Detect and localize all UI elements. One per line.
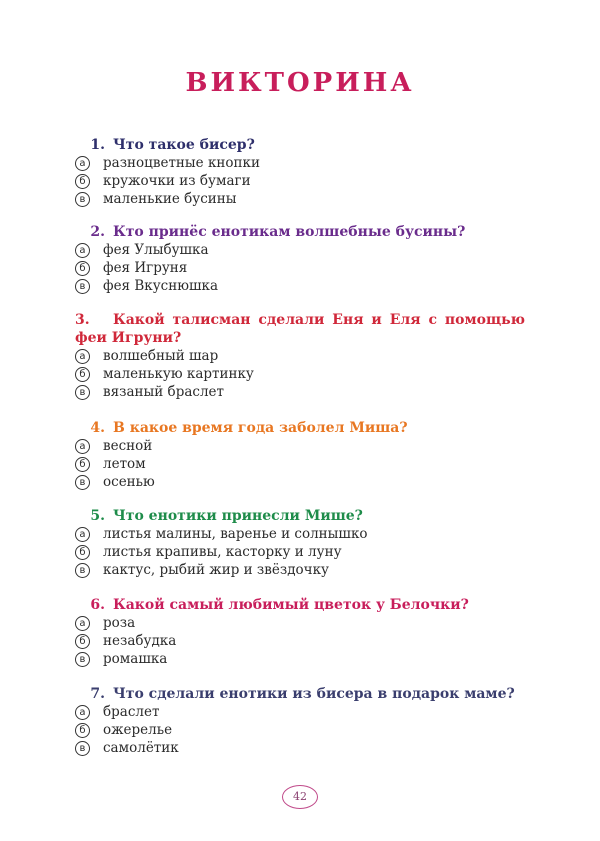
option-text: браслет <box>103 704 160 720</box>
option-letter-badge: в <box>75 279 90 294</box>
question-text <box>75 136 525 154</box>
option-text: маленькие бусины <box>103 191 237 207</box>
option-text: листья крапивы, касторку и луну <box>103 544 342 560</box>
question-number: 3. <box>75 312 90 328</box>
option-letter-badge: а <box>75 527 90 542</box>
question-text <box>75 419 525 437</box>
answer-option[interactable] <box>75 172 525 190</box>
answer-option[interactable] <box>75 632 525 650</box>
answer-option[interactable] <box>75 365 525 383</box>
question-4 <box>75 419 525 491</box>
answer-option[interactable] <box>75 241 525 259</box>
answer-option[interactable] <box>75 543 525 561</box>
option-letter-badge: а <box>75 243 90 258</box>
answer-option[interactable] <box>75 259 525 277</box>
answer-option[interactable] <box>75 347 525 365</box>
option-text: листья малины, варенье и солнышко <box>103 526 368 542</box>
option-text: незабудка <box>103 633 177 649</box>
question-label: В какое время года заболел Миша? <box>113 420 408 436</box>
option-text: маленькую картинку <box>103 366 254 382</box>
answer-option[interactable] <box>75 154 525 172</box>
question-number: 2. <box>90 224 105 240</box>
option-letter-badge: в <box>75 741 90 756</box>
option-text: летом <box>103 456 146 472</box>
question-7 <box>75 685 525 757</box>
answer-option[interactable] <box>75 721 525 739</box>
answer-option[interactable] <box>75 561 525 579</box>
option-letter-badge: б <box>75 545 90 560</box>
answer-option[interactable] <box>75 703 525 721</box>
option-text: кружочки из бумаги <box>103 173 251 189</box>
option-letter-badge: а <box>75 616 90 631</box>
question-2 <box>75 223 525 295</box>
option-letter-badge: в <box>75 192 90 207</box>
option-text: осенью <box>103 474 155 490</box>
answer-option[interactable] <box>75 650 525 668</box>
question-6 <box>75 596 525 668</box>
question-label: Что такое бисер? <box>113 137 255 153</box>
option-text: самолётик <box>103 740 179 756</box>
option-text: фея Вкуснюшка <box>103 278 219 294</box>
question-number: 5. <box>90 508 105 524</box>
option-letter-badge: б <box>75 723 90 738</box>
option-text: кактус, рыбий жир и звёздочку <box>103 562 329 578</box>
question-number: 1. <box>90 137 105 153</box>
option-text: роза <box>103 615 136 631</box>
option-text: вязаный браслет <box>103 384 224 400</box>
option-letter-badge: б <box>75 367 90 382</box>
answer-option[interactable] <box>75 383 525 401</box>
option-text: весной <box>103 438 153 454</box>
option-letter-badge: б <box>75 634 90 649</box>
question-text <box>75 685 525 703</box>
option-letter-badge: а <box>75 156 90 171</box>
question-text <box>75 507 525 525</box>
option-letter-badge: в <box>75 563 90 578</box>
question-text <box>75 311 525 347</box>
option-letter-badge: в <box>75 652 90 667</box>
question-number: 4. <box>90 420 105 436</box>
question-number: 6. <box>90 597 105 613</box>
option-letter-badge: а <box>75 439 90 454</box>
question-5 <box>75 507 525 579</box>
question-3 <box>75 311 525 401</box>
question-text <box>75 596 525 614</box>
question-label: Что енотики принесли Мише? <box>113 508 363 524</box>
question-text <box>75 223 525 241</box>
option-text: разноцветные кнопки <box>103 155 260 171</box>
page-title: ВИКТОРИНА <box>185 68 415 98</box>
answer-option[interactable] <box>75 455 525 473</box>
option-text: волшебный шар <box>103 348 219 364</box>
option-letter-badge: б <box>75 174 90 189</box>
question-label: Кто принёс енотикам волшебные бусины? <box>113 224 466 240</box>
option-letter-badge: б <box>75 261 90 276</box>
answer-option[interactable] <box>75 739 525 757</box>
question-number: 7. <box>90 686 105 702</box>
page-number: 42 <box>282 785 318 809</box>
option-letter-badge: а <box>75 705 90 720</box>
answer-option[interactable] <box>75 473 525 491</box>
question-1 <box>75 136 525 208</box>
answer-option[interactable] <box>75 190 525 208</box>
answer-option[interactable] <box>75 614 525 632</box>
option-letter-badge: б <box>75 457 90 472</box>
answer-option[interactable] <box>75 277 525 295</box>
answer-option[interactable] <box>75 525 525 543</box>
option-text: ожерелье <box>103 722 173 738</box>
question-label: Какой самый любимый цветок у Белочки? <box>113 597 469 613</box>
option-letter-badge: в <box>75 385 90 400</box>
answer-option[interactable] <box>75 437 525 455</box>
option-text: ромашка <box>103 651 168 667</box>
option-letter-badge: в <box>75 475 90 490</box>
option-text: фея Игруня <box>103 260 188 276</box>
question-label: Какой талисман сделали Еня и Еля с помощью феи Игруни? <box>75 312 525 346</box>
question-label: Что сделали енотики из бисера в подарок маме? <box>113 686 515 702</box>
option-letter-badge: а <box>75 349 90 364</box>
option-text: фея Улыбушка <box>103 242 209 258</box>
